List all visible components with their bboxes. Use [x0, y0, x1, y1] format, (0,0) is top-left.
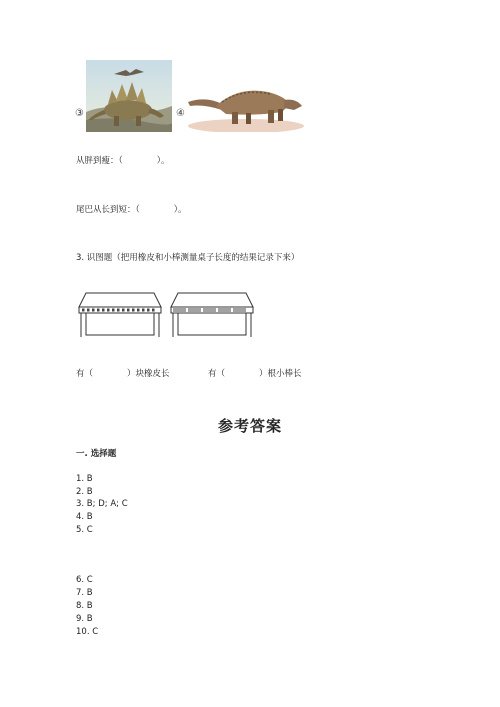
question-fat-to-thin: 从胖到瘦：（ ）。 — [76, 156, 170, 166]
stegosaurus-illustration — [86, 60, 172, 132]
dinosaur-image-3 — [86, 60, 172, 132]
answer-item: 1. B — [76, 474, 93, 484]
answer-item: 6. C — [76, 575, 93, 585]
dinosaur-image-4 — [186, 82, 304, 132]
answer-item: 10. C — [76, 627, 99, 637]
answer-stick-count: 有（ ）根小棒长 — [208, 369, 302, 379]
table-with-erasers — [78, 292, 162, 338]
answer-item: 3. B; D; A; C — [76, 499, 128, 509]
image-4-marker: ④ — [176, 108, 185, 119]
answer-item: 4. B — [76, 512, 93, 522]
answer-item: 9. B — [76, 614, 93, 624]
ankylosaurus-illustration — [186, 82, 304, 132]
answer-item: 7. B — [76, 588, 93, 598]
answers-section-heading: 一. 选择题 — [76, 449, 117, 459]
answer-item: 2. B — [76, 487, 93, 497]
table-with-sticks — [170, 292, 254, 338]
answer-item: 5. C — [76, 525, 93, 535]
image-3-marker: ③ — [75, 108, 84, 119]
question-tail-long-to-short: 尾巴从长到短：（ ）。 — [76, 205, 187, 215]
answer-eraser-count: 有（ ）块橡皮长 — [76, 369, 170, 379]
answer-item: 8. B — [76, 601, 93, 611]
answers-title: 参考答案 — [217, 417, 282, 435]
question-3-title: 3. 识图题（把用橡皮和小棒测量桌子长度的结果记录下来） — [76, 253, 300, 263]
